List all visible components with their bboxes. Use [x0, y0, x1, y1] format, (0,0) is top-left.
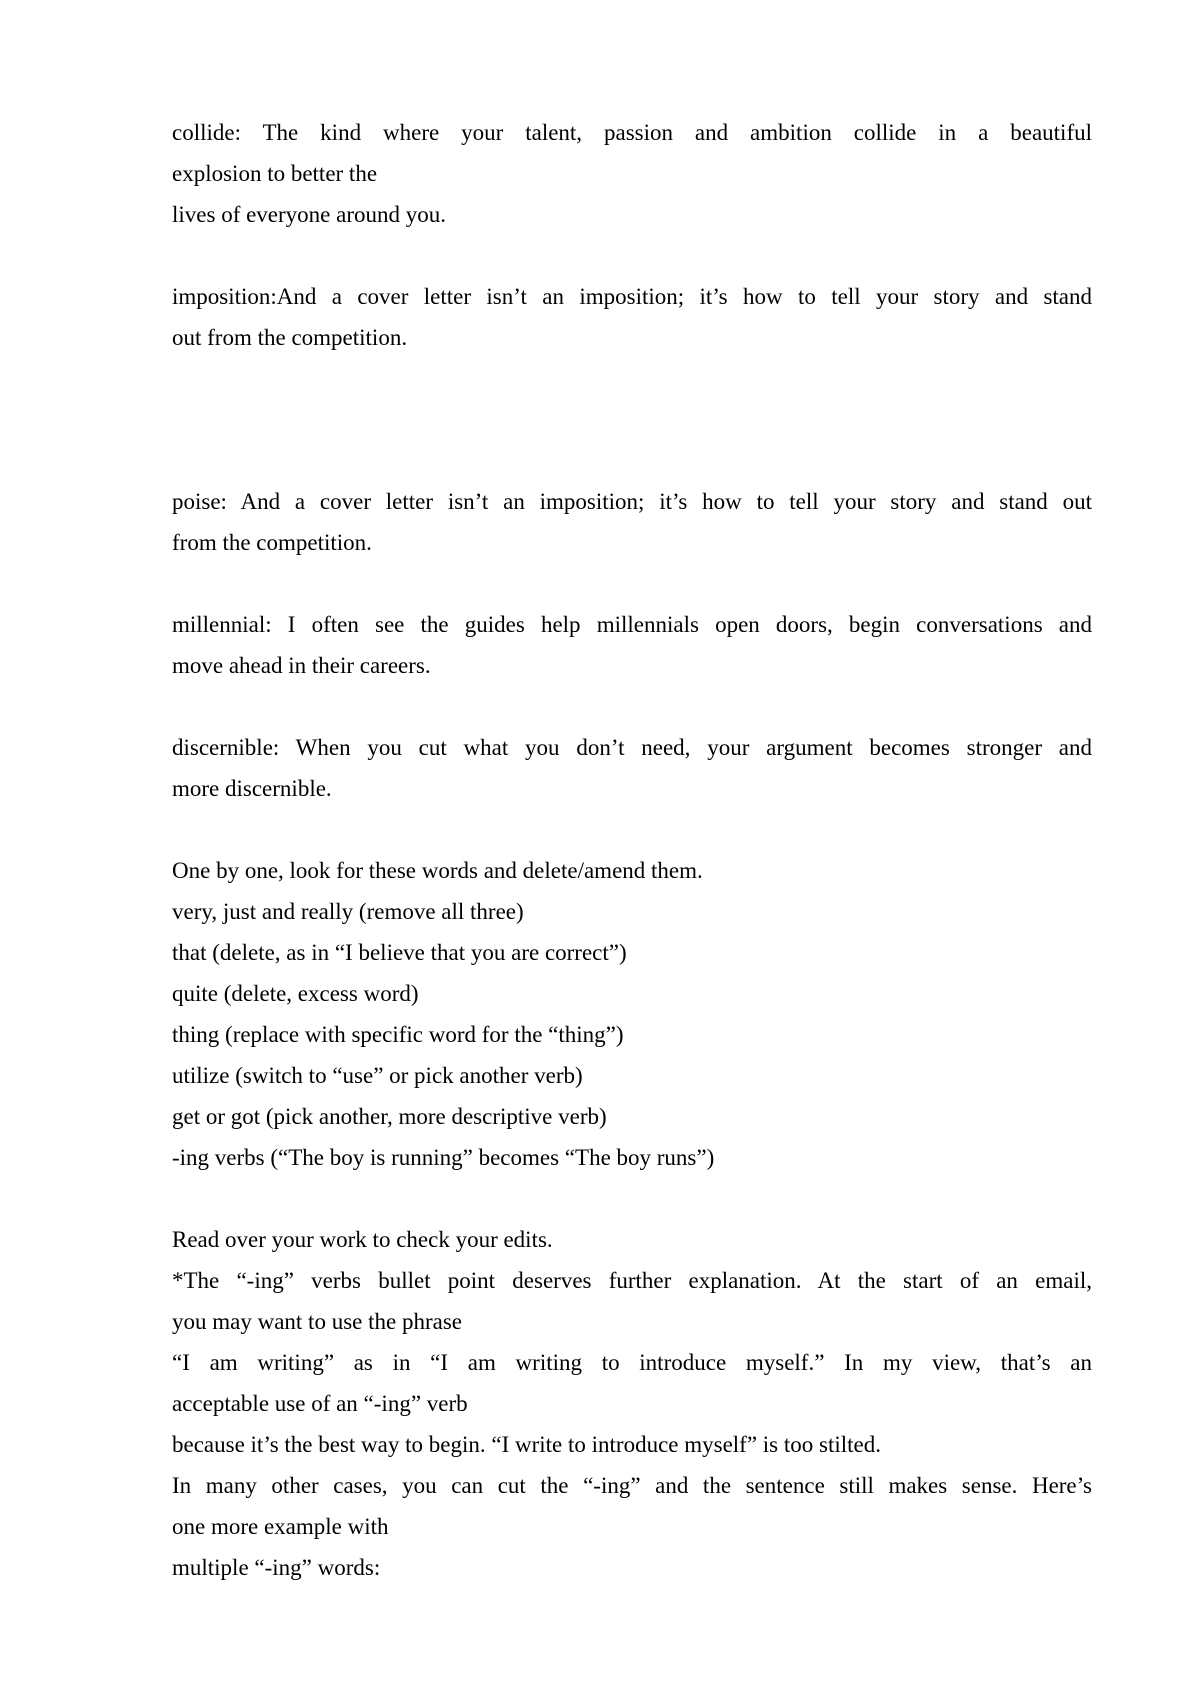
- text-line: poise: And a cover letter isn’t an imposition; it’s how to tell your story and stand out: [172, 489, 1092, 514]
- text-line: millennial: I often see the guides help millennials open doors, begin conversations and: [172, 612, 1092, 637]
- text-line: move ahead in their careers.: [172, 653, 431, 678]
- list-item: quite (delete, excess word): [172, 981, 419, 1006]
- paragraph-collide: [172, 112, 1092, 235]
- text-line: *The “-ing” verbs bullet point deserves further explanation. At the start of an email,: [172, 1268, 1092, 1293]
- text-line: out from the competition.: [172, 325, 408, 350]
- text-line: One by one, look for these words and delete/amend them.: [172, 858, 703, 883]
- paragraph-spacer: [172, 563, 1092, 604]
- list-item: thing (replace with specific word for the “thing”): [172, 1022, 624, 1047]
- paragraph-poise: [172, 481, 1092, 563]
- text-line: In many other cases, you can cut the “-ing” and the sentence still makes sense. Here’s: [172, 1473, 1092, 1498]
- paragraph-spacer: [172, 809, 1092, 850]
- paragraph-discernible: [172, 727, 1092, 809]
- text-line: from the competition.: [172, 530, 372, 555]
- text-line: one more example with: [172, 1514, 389, 1539]
- text-line: multiple “-ing” words:: [172, 1555, 381, 1580]
- text-line: Read over your work to check your edits.: [172, 1227, 553, 1252]
- list-item: very, just and really (remove all three): [172, 899, 524, 924]
- text-line: acceptable use of an “-ing” verb: [172, 1391, 468, 1416]
- list-item: that (delete, as in “I believe that you are correct”): [172, 940, 627, 965]
- paragraph-spacer: [172, 686, 1092, 727]
- document-body: [172, 112, 1092, 1588]
- text-line: imposition:And a cover letter isn’t an imposition; it’s how to tell your story and stand: [172, 284, 1092, 309]
- text-line: “I am writing” as in “I am writing to introduce myself.” In my view, that’s an: [172, 1350, 1092, 1375]
- text-line: because it’s the best way to begin. “I write to introduce myself” is too stilted.: [172, 1432, 881, 1457]
- text-line: explosion to better the: [172, 161, 378, 186]
- paragraph-spacer: [172, 235, 1092, 276]
- list-item: get or got (pick another, more descriptive verb): [172, 1104, 607, 1129]
- paragraph-millennial: [172, 604, 1092, 686]
- list-item: -ing verbs (“The boy is running” becomes “The boy runs”): [172, 1145, 715, 1170]
- paragraph-spacer: [172, 358, 1092, 481]
- text-line: you may want to use the phrase: [172, 1309, 462, 1334]
- paragraph-explanation: [172, 1219, 1092, 1588]
- text-line: lives of everyone around you.: [172, 202, 447, 227]
- paragraph-word-list: [172, 850, 1092, 1178]
- paragraph-imposition: [172, 276, 1092, 358]
- list-item: utilize (switch to “use” or pick another verb): [172, 1063, 583, 1088]
- text-line: collide: The kind where your talent, passion and ambition collide in a beautiful: [172, 120, 1092, 145]
- paragraph-spacer: [172, 1178, 1092, 1219]
- text-line: more discernible.: [172, 776, 332, 801]
- text-line: discernible: When you cut what you don’t need, your argument becomes stronger and: [172, 735, 1092, 760]
